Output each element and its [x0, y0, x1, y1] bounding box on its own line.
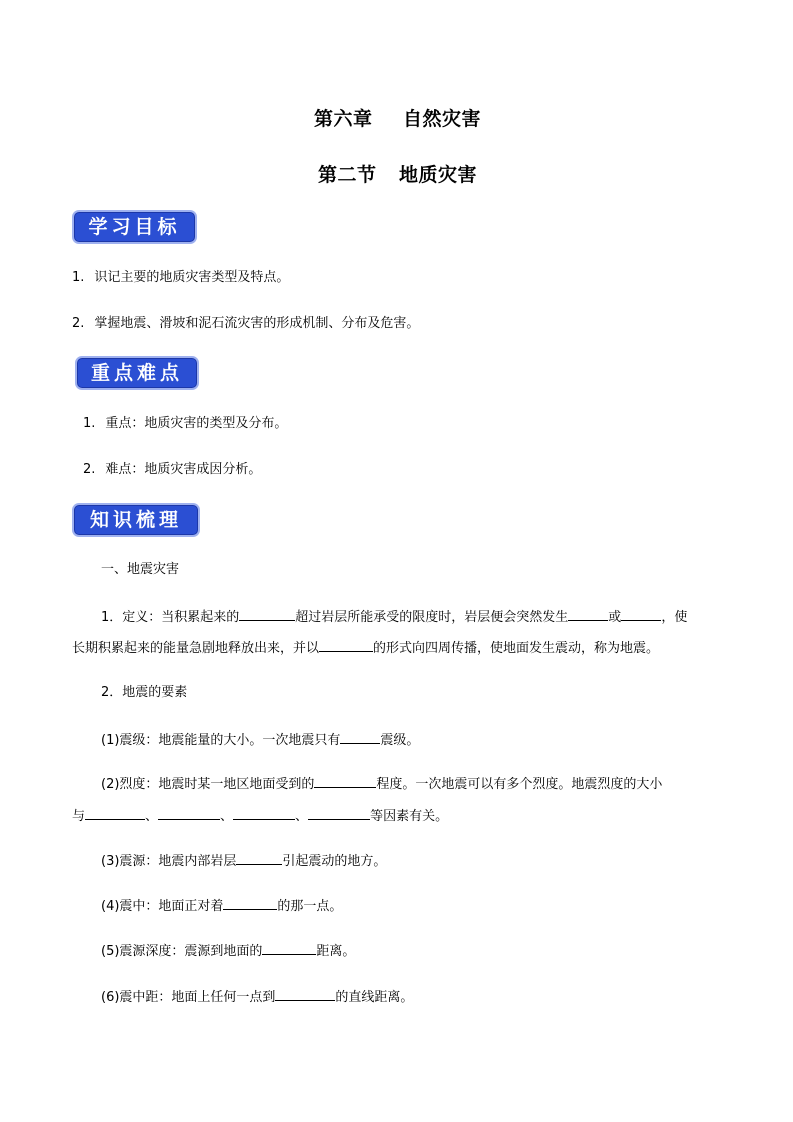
- goal-text: 掌握地震、滑坡和泥石流灾害的形成机制、分布及危害。: [94, 316, 420, 331]
- text-segment: 或: [608, 610, 622, 625]
- fill-blank: [158, 806, 220, 820]
- text-segment: 长期积累起来的能量急剧地释放出来，并以: [72, 641, 320, 656]
- text-segment: 的形式向四周传播，使地面发生震动，称为地震。: [373, 641, 660, 656]
- text-segment: (1)震级：地震能量的大小。一次地震只有: [101, 733, 341, 748]
- fill-blank: [314, 774, 376, 788]
- text-segment: (5)震源深度：震源到地面的: [101, 944, 263, 959]
- focal-depth-line: [101, 941, 355, 961]
- knowledge-review-badge: 知识梳理: [72, 503, 200, 537]
- keypoint-number: 1.: [83, 416, 96, 431]
- text-segment: 的那一点。: [277, 899, 343, 914]
- text-segment: 等因素有关。: [370, 809, 449, 824]
- text-segment: 的直线距离。: [335, 990, 414, 1005]
- intensity-line-2: [72, 806, 448, 826]
- goal-item-2: [72, 315, 419, 333]
- section-number: 第二节: [318, 164, 377, 186]
- text-segment: 距离。: [316, 944, 356, 959]
- fill-blank: [262, 941, 316, 955]
- goal-number: 1.: [72, 270, 85, 285]
- section-title: 地质灾害: [399, 164, 478, 186]
- fill-blank: [621, 607, 661, 621]
- fill-blank: [340, 730, 380, 744]
- text-segment: (2)烈度：地震时某一地区地面受到的: [101, 777, 315, 792]
- text-segment: 引起震动的地方。: [282, 854, 387, 869]
- intensity-line-1: [101, 774, 662, 794]
- goal-item-1: [72, 269, 289, 287]
- definition-line-1: [101, 607, 687, 627]
- chapter-number: 第六章: [314, 108, 373, 130]
- fill-blank: [233, 806, 295, 820]
- text-segment: (6)震中距：地面上任何一点到: [101, 990, 276, 1005]
- text-segment: 程度。一次地震可以有多个烈度。地震烈度的大小: [376, 777, 663, 792]
- keypoint-item-2: [83, 461, 261, 479]
- key-difficult-points-badge: 重点难点: [75, 356, 199, 390]
- fill-blank: [275, 987, 335, 1001]
- chapter-title: 自然灾害: [403, 108, 482, 130]
- goal-text: 识记主要的地质灾害类型及特点。: [94, 270, 290, 285]
- focus-line: [101, 851, 386, 871]
- fill-blank: [85, 806, 145, 820]
- keypoint-item-1: [83, 415, 287, 433]
- keypoint-text: 重点：地质灾害的类型及分布。: [105, 416, 288, 431]
- keypoint-text: 难点：地质灾害成因分析。: [105, 462, 262, 477]
- text-segment: 超过岩层所能承受的限度时，岩层便会突然发生: [295, 610, 569, 625]
- epicentral-distance-line: [101, 987, 413, 1007]
- fill-blank: [568, 607, 608, 621]
- epicenter-line: [101, 896, 342, 916]
- definition-line-2: [72, 638, 659, 658]
- subheading-elements: 2．地震的要素: [101, 685, 188, 700]
- goal-number: 2.: [72, 316, 85, 331]
- section-heading-earthquake: 一、地震灾害: [101, 562, 180, 577]
- text-segment: 、: [145, 809, 159, 824]
- fill-blank: [319, 638, 373, 652]
- text-segment: 震级。: [380, 733, 420, 748]
- learning-goals-badge: 学习目标: [72, 210, 197, 244]
- magnitude-line: [101, 730, 419, 750]
- text-segment: 、: [220, 809, 234, 824]
- text-segment: 与: [72, 809, 86, 824]
- fill-blank: [239, 607, 295, 621]
- fill-blank: [236, 851, 282, 865]
- text-segment: (4)震中：地面正对着: [101, 899, 224, 914]
- text-segment: 、: [295, 809, 309, 824]
- text-segment: (3)震源：地震内部岩层: [101, 854, 237, 869]
- text-segment: ，使: [661, 610, 688, 625]
- fill-blank: [308, 806, 370, 820]
- keypoint-number: 2.: [83, 462, 96, 477]
- fill-blank: [223, 896, 277, 910]
- text-segment: 1．定义：当积累起来的: [101, 610, 240, 625]
